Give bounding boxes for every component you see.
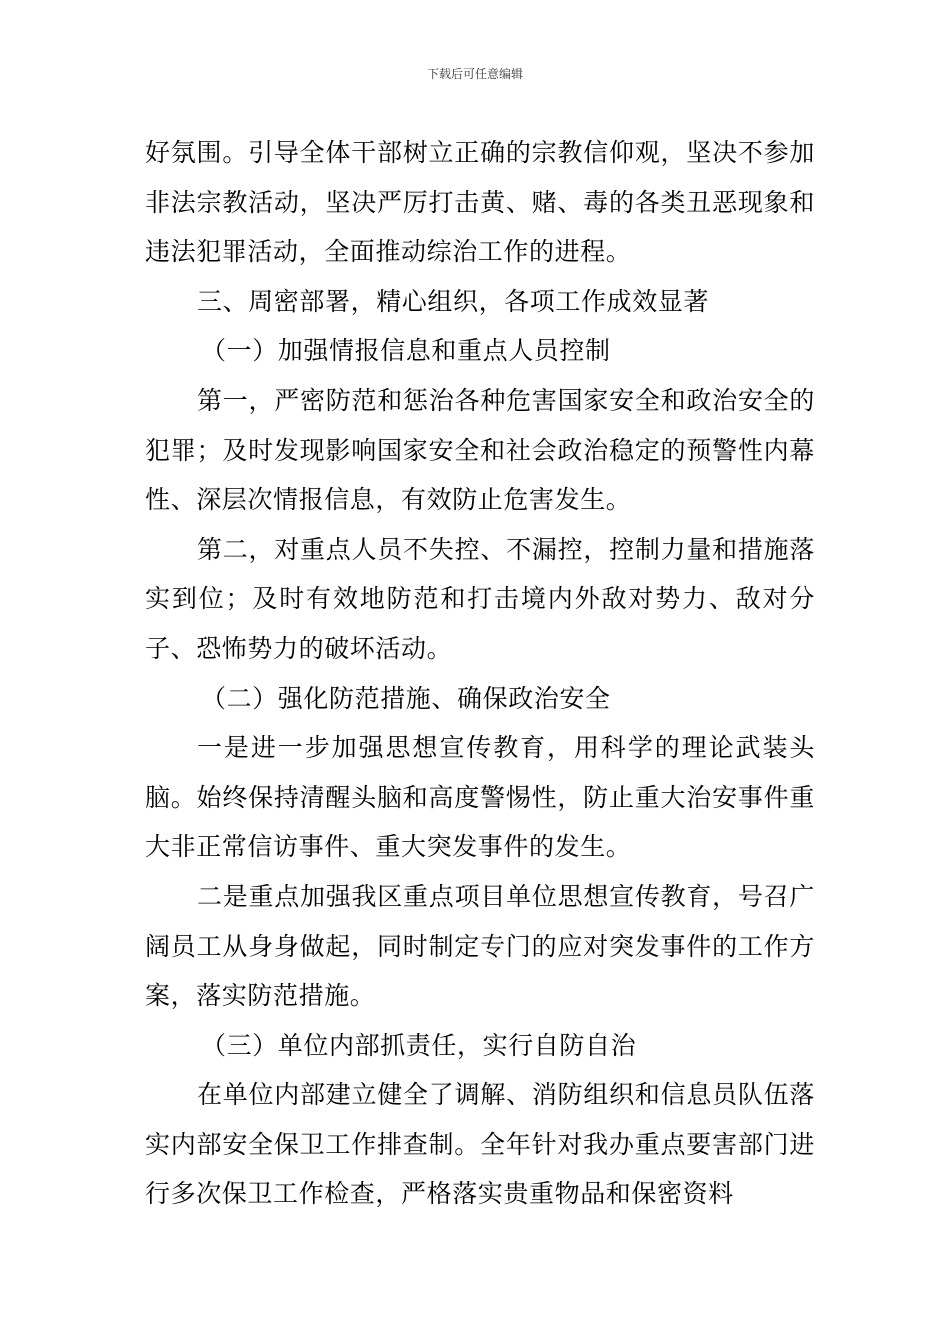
paragraph-point-one: 一是进一步加强思想宣传教育，用科学的理论武装头脑。始终保持清醒头脑和高度警惕性，防止重大治安事件重大非正常信访事件、重大突发事件的发生。 [145,733,815,862]
page-header-note: 下载后可任意编辑 [426,67,523,81]
document-body [145,128,815,1219]
subsection-heading-two: （二）强化防范措施、确保政治安全 [201,683,611,713]
paragraph-second: 第二，对重点人员不失控、不漏控，控制力量和措施落实到位；及时有效地防范和打击境内外敌对势力、敌对分子、恐怖势力的破坏活动。 [145,534,815,663]
paragraph-first: 第一，严密防范和惩治各种危害国家安全和政治安全的犯罪；及时发现影响国家安全和社会政治稳定的预警性内幕性、深层次情报信息，有效防止危害发生。 [145,385,815,515]
subsection-heading-three: （三）单位内部抓责任，实行自防自治 [201,1030,637,1060]
section-heading-three: 三、周密部署，精心组织，各项工作成效显著 [197,286,710,316]
paragraph-internal-security: 在单位内部建立健全了调解、消防组织和信息员队伍落实内部安全保卫工作排查制。全年针对我办重点要害部门进行多次保卫工作检查，严格落实贵重物品和保密资料 [145,1080,815,1209]
paragraph-point-two: 二是重点加强我区重点项目单位思想宣传教育，号召广阔员工从身身做起，同时制定专门的应对突发事件的工作方案，落实防范措施。 [145,881,815,1011]
paragraph-continuation: 好氛围。引导全体干部树立正确的宗教信仰观，坚决不参加非法宗教活动，坚决严厉打击黄、赌、毒的各类丑恶现象和违法犯罪活动，全面推动综治工作的进程。 [145,138,815,267]
subsection-heading-one: （一）加强情报信息和重点人员控制 [201,336,611,366]
